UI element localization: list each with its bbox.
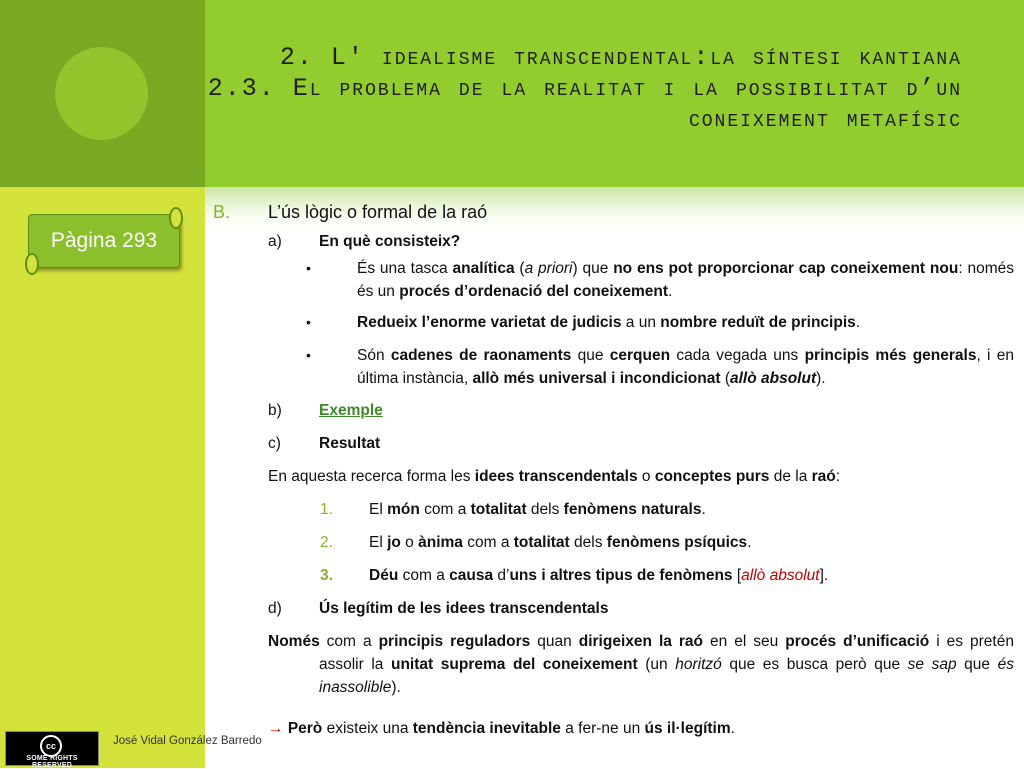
section-marker: B. xyxy=(213,202,231,222)
bullet-item: • Redueix l’enorme varietat de judicis a un nombre reduït de principis. xyxy=(213,311,1014,344)
slide-body xyxy=(213,196,1014,744)
cc-badge-text: SOME RIGHTS RESERVED xyxy=(26,755,78,769)
list-item: a) En què consisteix? xyxy=(268,233,461,250)
bullet-icon: • xyxy=(306,260,311,276)
decorative-circle xyxy=(55,47,148,140)
slide-title xyxy=(202,42,962,135)
exemple-link[interactable]: Exemple xyxy=(319,402,383,419)
paragraph: En aquesta recerca forma les idees transcendentals o conceptes purs de la raó: xyxy=(268,468,841,485)
arrow-right-icon: → xyxy=(268,720,284,737)
bullet-item: • Són cadenes de raonaments que cerquen cada vegada uns principis més generals, i en última instància, allò més universal i incondicionat (allò absolut). xyxy=(213,344,1014,399)
title-line-1: 2. L' idealisme transcendental:la síntesi kantiana xyxy=(279,43,962,72)
bullet-icon: • xyxy=(306,314,311,330)
bullet-icon: • xyxy=(306,347,311,363)
creative-commons-badge xyxy=(5,731,99,769)
section-heading xyxy=(213,196,1014,230)
title-line-2: 2.3. El problema de la realitat i la possibilitat d’un xyxy=(207,74,962,103)
footer-author: José Vidal González Barredo xyxy=(113,735,262,747)
numbered-item: 1. El món com a totalitat dels fenòmens naturals. xyxy=(320,501,706,518)
page-number-scroll xyxy=(28,214,180,268)
paragraph: Només com a principis reguladors quan dirigeixen la raó en el seu procés d’unificació i es pretén assolir la unitat suprema del coneixement (un horitzó que es busca però que se sap que és inassolible). xyxy=(268,633,1014,696)
list-item: d) Ús legítim de les idees transcendentals xyxy=(268,600,609,617)
numbered-item: 3. Déu com a causa d’uns i altres tipus de fenòmens [allò absolut]. xyxy=(320,567,829,584)
cc-icon: cc xyxy=(40,735,62,757)
numbered-item: 2. El jo o ànima com a totalitat dels fenòmens psíquics. xyxy=(320,534,752,551)
scroll-curl-icon xyxy=(25,253,39,275)
bullet-item: • És una tasca analítica (a priori) que no ens pot proporcionar cap coneixement nou: només és un procés d’ordenació del coneixement. xyxy=(213,257,1014,311)
page-number-label: Pàgina 293 xyxy=(50,229,158,252)
list-item: b) Exemple xyxy=(268,402,383,419)
paragraph: → Però existeix una tendència inevitable a fer-ne un ús il·legítim. xyxy=(268,720,735,737)
scroll-curl-icon xyxy=(169,207,183,229)
title-line-3: coneixement metafísic xyxy=(688,105,962,134)
list-item: c) Resultat xyxy=(268,435,381,452)
section-title: L’ús lògic o formal de la raó xyxy=(268,202,488,222)
